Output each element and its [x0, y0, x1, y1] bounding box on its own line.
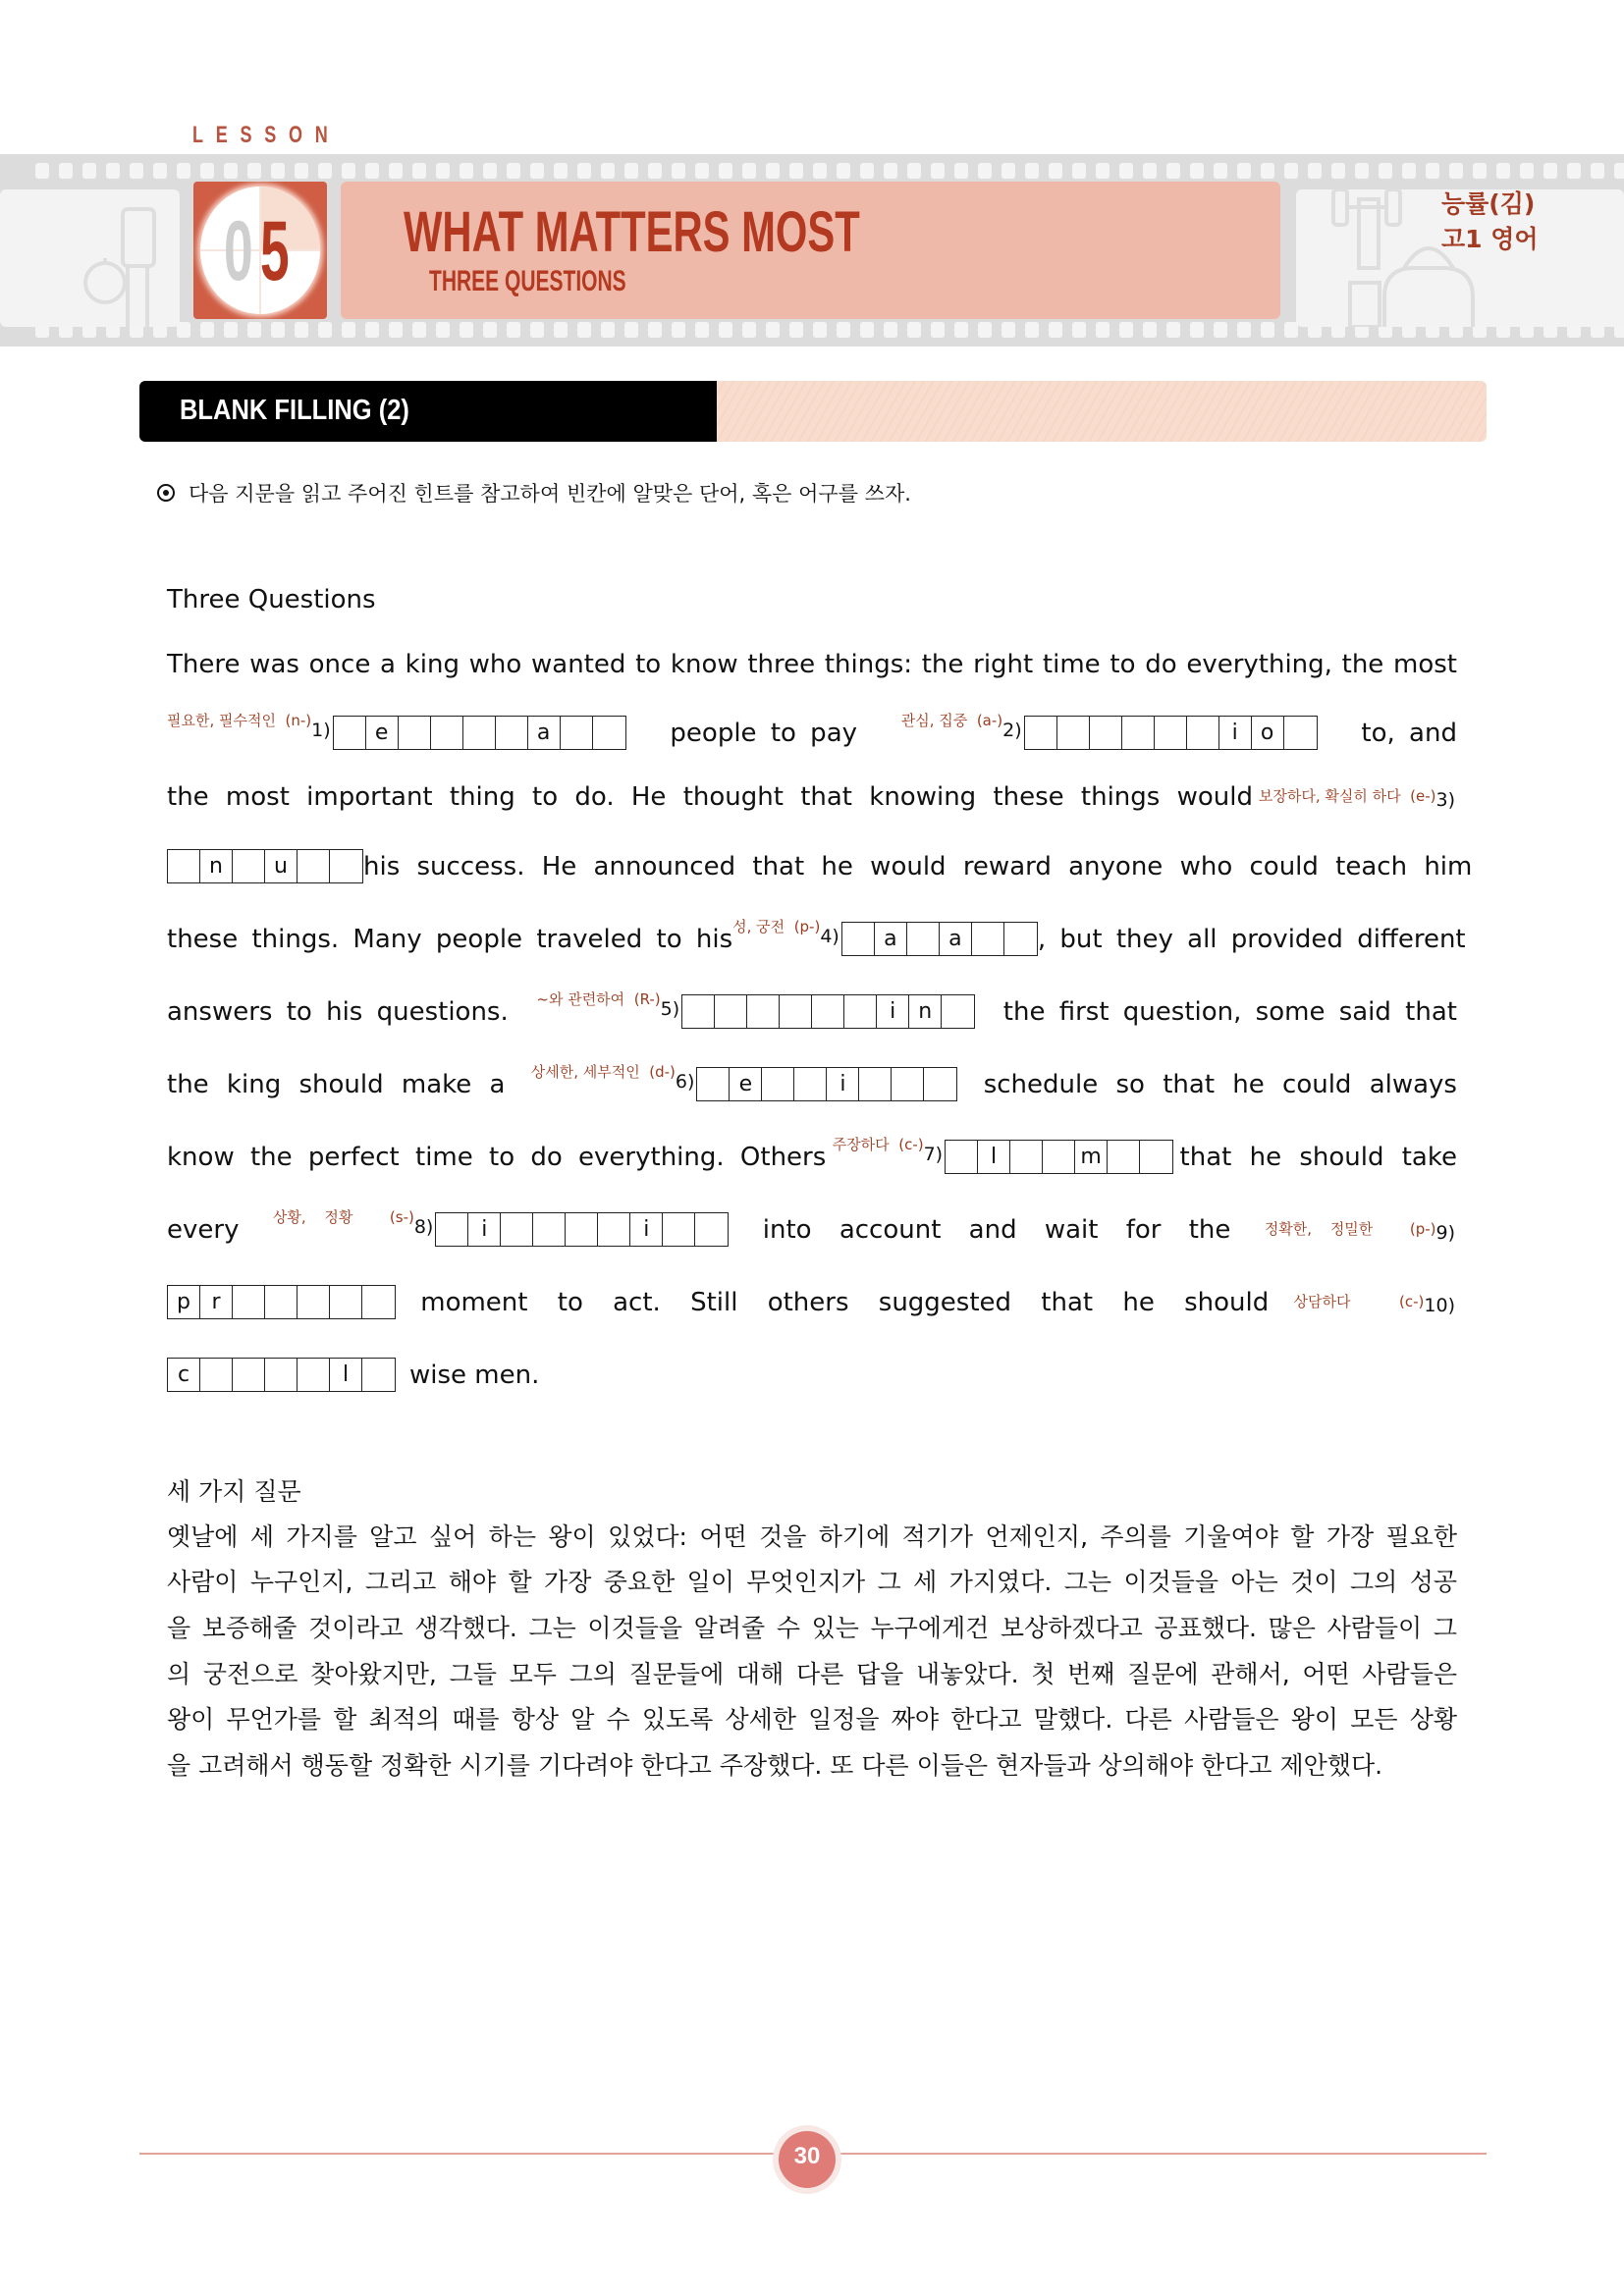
- film-perforation: [200, 163, 214, 179]
- translation-line: 왕이 무언가를 할 최적의 때를 항상 알 수 있도록 상세한 일정을 짜야 한다고 말했다. 다른 사람들은 왕이 모든 상황: [167, 1705, 1457, 1734]
- film-perforation: [554, 163, 568, 179]
- film-perforation: [884, 163, 897, 179]
- answer-box[interactable]: i: [630, 1213, 663, 1246]
- passage-title: Three Questions: [167, 585, 376, 614]
- film-perforation: [1190, 163, 1204, 179]
- film-perforation: [766, 163, 780, 179]
- answer-box[interactable]: [463, 717, 496, 749]
- film-perforation: [271, 322, 285, 338]
- answer-box[interactable]: [1187, 717, 1219, 749]
- answer-box[interactable]: n: [200, 850, 233, 882]
- answer-box[interactable]: e: [730, 1068, 762, 1100]
- blank-number: 7): [923, 1144, 944, 1165]
- film-perforation: [624, 163, 638, 179]
- film-perforation: [507, 163, 520, 179]
- film-perforation: [907, 322, 921, 338]
- blank-8: [272, 1208, 730, 1243]
- film-perforation: [1119, 163, 1133, 179]
- answer-box[interactable]: [794, 1068, 827, 1100]
- hint-8: 상황, 정황 (s-): [272, 1208, 414, 1226]
- film-perforation: [1143, 163, 1157, 179]
- passage-text: the first question, some said that: [1002, 997, 1457, 1027]
- answer-box[interactable]: l: [330, 1359, 362, 1391]
- answer-box[interactable]: [496, 717, 528, 749]
- hint-2: 관심, 집중 (a-): [900, 712, 1003, 729]
- answer-box[interactable]: [334, 717, 366, 749]
- blank-2: [900, 712, 1318, 746]
- answer-boxes-2[interactable]: [1024, 716, 1318, 750]
- instruction-text: 다음 지문을 읽고 주어진 힌트를 참고하여 빈칸에 알맞은 단어, 혹은 어구를 쓰자.: [189, 482, 911, 506]
- answer-box[interactable]: a: [528, 717, 561, 749]
- translation-line: 사람이 누구인지, 그리고 해야 할 가장 중요한 일이 무엇인지가 그 세 가지였다. 그는 이것들을 아는 것이 그의 성공: [167, 1568, 1457, 1596]
- film-perforation: [35, 163, 49, 179]
- translation-line: 옛날에 세 가지를 알고 싶어 하는 왕이 있었다: 어떤 것을 하기에 적기가 언제인지, 주의를 기울여야 할 가장 필요한: [167, 1522, 1457, 1551]
- answer-boxes-5[interactable]: [681, 994, 975, 1029]
- film-perforation: [1331, 163, 1345, 179]
- answer-box[interactable]: [501, 1213, 533, 1246]
- passage-text: these things. Many people traveled to his: [167, 925, 733, 954]
- answer-box[interactable]: [362, 1286, 395, 1318]
- blank-10-hint: [1293, 1293, 1457, 1316]
- passage-text: know the perfect time to do everything. Others: [167, 1143, 827, 1172]
- passage-text: that he should take: [1179, 1143, 1457, 1172]
- film-perforation: [813, 163, 827, 179]
- film-perforation: [271, 163, 285, 179]
- film-perforation: [483, 163, 497, 179]
- film-perforation: [1449, 163, 1463, 179]
- film-perforation: [365, 322, 379, 338]
- blank-9-hint: [1264, 1220, 1457, 1244]
- film-perforation: [954, 163, 968, 179]
- answer-box[interactable]: [1140, 1141, 1172, 1173]
- answer-box[interactable]: [233, 1359, 265, 1391]
- answer-box[interactable]: [598, 1213, 630, 1246]
- answer-box[interactable]: [431, 717, 463, 749]
- blank-4: [732, 918, 1038, 952]
- answer-box[interactable]: [682, 995, 715, 1028]
- passage-line-5: [167, 913, 1466, 954]
- film-perforation: [224, 322, 238, 338]
- answer-box[interactable]: [1090, 717, 1122, 749]
- answer-boxes-6[interactable]: [696, 1067, 957, 1101]
- film-perforation: [1284, 163, 1298, 179]
- film-perforation: [200, 322, 214, 338]
- answer-box[interactable]: u: [265, 850, 298, 882]
- film-perforation: [742, 163, 756, 179]
- film-perforation: [295, 322, 308, 338]
- answer-box[interactable]: [593, 717, 625, 749]
- answer-box[interactable]: p: [168, 1286, 200, 1318]
- hint-7: 주장하다 (c-): [832, 1136, 924, 1153]
- film-perforation: [412, 322, 426, 338]
- hint-4: 성, 궁전 (p-): [732, 918, 821, 935]
- film-perforation: [247, 322, 261, 338]
- film-perforation: [978, 163, 992, 179]
- answer-box[interactable]: [697, 1068, 730, 1100]
- lesson-number-tens: 0: [224, 204, 253, 298]
- film-perforation: [907, 163, 921, 179]
- lesson-number-ones: 5: [260, 204, 290, 298]
- answer-box[interactable]: [362, 1359, 395, 1391]
- film-perforation: [1166, 163, 1180, 179]
- passage-line-1: [167, 638, 1457, 677]
- film-perforation: [247, 163, 261, 179]
- film-perforation: [577, 163, 591, 179]
- film-perforation: [82, 163, 96, 179]
- hint-5: ~와 관련하여 (R-): [536, 990, 661, 1008]
- film-perforation: [554, 322, 568, 338]
- hint-1: 필요한, 필수적인 (n-): [167, 712, 312, 729]
- answer-box[interactable]: [566, 1213, 598, 1246]
- film-perforation: [577, 322, 591, 338]
- film-perforation: [177, 163, 190, 179]
- section-title: BLANK FILLING (2): [180, 395, 409, 426]
- passage-line-11: [167, 1349, 1457, 1388]
- passage-text: schedule so that he could always: [983, 1070, 1457, 1099]
- film-perforation: [1214, 163, 1227, 179]
- blank-number: 6): [675, 1071, 695, 1093]
- publisher-name: 능률(김): [1441, 189, 1536, 218]
- film-perforation: [1025, 163, 1039, 179]
- film-perforation: [436, 322, 450, 338]
- film-perforation: [1261, 163, 1274, 179]
- film-perforation: [412, 163, 426, 179]
- passage-text: wise men.: [409, 1361, 540, 1390]
- blank-number: 5): [660, 998, 680, 1020]
- answer-box[interactable]: [842, 923, 875, 955]
- answer-box[interactable]: [533, 1213, 566, 1246]
- blank-number: 4): [820, 926, 839, 947]
- film-perforation: [460, 322, 473, 338]
- answer-box[interactable]: [1004, 923, 1037, 955]
- answer-box[interactable]: [844, 995, 877, 1028]
- passage-line-9: [167, 1203, 1457, 1243]
- blank-5: [536, 990, 975, 1025]
- film-perforation: [1049, 322, 1062, 338]
- answer-box[interactable]: [695, 1213, 728, 1246]
- film-perforation: [624, 322, 638, 338]
- passage-text: every: [167, 1215, 240, 1245]
- film-perforation: [1402, 163, 1416, 179]
- blank-number: 9): [1435, 1222, 1455, 1244]
- publisher-label: [1441, 187, 1539, 257]
- film-perforation: [837, 163, 850, 179]
- answer-box[interactable]: [1108, 1141, 1140, 1173]
- passage-text: to, and: [1361, 719, 1457, 748]
- answer-box[interactable]: [436, 1213, 468, 1246]
- section-header-decoration: [717, 381, 1487, 442]
- translation-title: 세 가지 질문: [167, 1477, 301, 1506]
- film-perforation: [1072, 322, 1086, 338]
- film-perforation: [342, 163, 355, 179]
- blank-1: [167, 712, 626, 746]
- passage-line-2: [167, 707, 1457, 746]
- answer-box[interactable]: i: [468, 1213, 501, 1246]
- answer-box[interactable]: [168, 850, 200, 882]
- blank-number: 3): [1435, 789, 1455, 811]
- film-perforation: [106, 163, 120, 179]
- answer-box[interactable]: c: [168, 1359, 200, 1391]
- film-perforation: [318, 163, 332, 179]
- answer-boxes-4[interactable]: [841, 922, 1038, 956]
- answer-box[interactable]: i: [827, 1068, 859, 1100]
- answer-box[interactable]: [924, 1068, 956, 1100]
- film-perforation: [389, 163, 403, 179]
- film-perforation: [837, 322, 850, 338]
- answer-box[interactable]: [907, 923, 940, 955]
- blank-6: [530, 1063, 958, 1097]
- film-perforation: [1096, 163, 1110, 179]
- film-perforation: [1355, 163, 1369, 179]
- answer-box[interactable]: [859, 1068, 892, 1100]
- passage-text: people to pay: [670, 719, 858, 748]
- film-perforation: [1426, 163, 1439, 179]
- answer-box[interactable]: [1284, 717, 1317, 749]
- hint-10: 상담하다 (c-): [1293, 1293, 1425, 1310]
- film-perforation: [672, 163, 685, 179]
- film-perforation: [507, 322, 520, 338]
- translation-line: 의 궁전으로 찾아왔지만, 그들 모두 그의 질문들에 대해 다른 답을 내놓았다. 첫 번째 질문에 관해서, 어떤 사람들은: [167, 1660, 1457, 1688]
- film-perforation: [742, 322, 756, 338]
- answer-box[interactable]: [233, 850, 265, 882]
- film-perforation: [860, 322, 874, 338]
- passage-text: answers to his questions.: [167, 997, 509, 1027]
- page-number: 30: [793, 2143, 821, 2169]
- film-perforation: [1520, 163, 1534, 179]
- answer-box[interactable]: [780, 995, 812, 1028]
- answer-box[interactable]: [265, 1359, 298, 1391]
- answer-box[interactable]: i: [877, 995, 909, 1028]
- film-frame-left: [0, 189, 180, 327]
- answer-box[interactable]: [298, 1359, 330, 1391]
- answer-box[interactable]: [265, 1286, 298, 1318]
- instruction: [157, 478, 911, 507]
- answer-boxes-9[interactable]: [167, 1285, 396, 1319]
- answer-boxes-3[interactable]: [167, 849, 363, 883]
- answer-box[interactable]: [1010, 1141, 1043, 1173]
- answer-box[interactable]: [1025, 717, 1057, 749]
- passage-line-8: [167, 1131, 1457, 1170]
- answer-boxes-8[interactable]: [435, 1212, 729, 1247]
- film-perforation: [813, 322, 827, 338]
- film-perforation: [1096, 322, 1110, 338]
- film-perforation: [789, 163, 803, 179]
- film-perforation: [695, 163, 709, 179]
- stopwatch-phone-icon: [0, 189, 180, 327]
- film-perforation: [1614, 163, 1624, 179]
- translation-line: 을 고려해서 행동할 정확한 시기를 기다려야 한다고 주장했다. 또 다른 이들은 현자들과 상의해야 한다고 제안했다.: [167, 1751, 1383, 1780]
- answer-boxes-1[interactable]: [333, 716, 626, 750]
- film-perforation: [530, 322, 544, 338]
- film-perforation: [719, 322, 732, 338]
- film-perforation: [1567, 163, 1581, 179]
- passage-line-4: [167, 840, 1473, 881]
- passage-text: moment to act. Still others suggested that he should: [420, 1288, 1270, 1317]
- passage-text: the king should make a: [167, 1070, 506, 1099]
- film-perforation: [460, 163, 473, 179]
- answer-box[interactable]: [399, 717, 431, 749]
- answer-box[interactable]: [663, 1213, 695, 1246]
- blank-7: [832, 1136, 1173, 1170]
- blank-number: 8): [413, 1216, 434, 1238]
- answer-box[interactable]: [233, 1286, 265, 1318]
- answer-box[interactable]: [1122, 717, 1155, 749]
- passage-text: There was once a king who wanted to know three things: the right time to do everything, the most: [167, 650, 1457, 679]
- film-perforation: [342, 322, 355, 338]
- film-perforation: [860, 163, 874, 179]
- answer-box[interactable]: r: [200, 1286, 233, 1318]
- answer-box[interactable]: a: [875, 923, 907, 955]
- film-perforation: [884, 322, 897, 338]
- film-perforation: [436, 163, 450, 179]
- film-perforations-top: [0, 163, 1624, 179]
- answer-box[interactable]: [762, 1068, 794, 1100]
- answer-box[interactable]: [561, 717, 593, 749]
- hint-6: 상세한, 세부적인 (d-): [530, 1063, 676, 1081]
- translation-line: 을 보증해줄 것이라고 생각했다. 그는 이것들을 알려줄 수 있는 누구에게건 보상하겠다고 공표했다. 많은 사람들이 그: [167, 1614, 1457, 1642]
- film-perforation: [295, 163, 308, 179]
- hint-9: 정확한, 정밀한 (p-): [1264, 1220, 1436, 1238]
- film-perforation: [766, 322, 780, 338]
- film-perforation: [954, 322, 968, 338]
- lesson-title: WHAT MATTERS MOST: [404, 200, 860, 264]
- film-perforation: [931, 322, 945, 338]
- answer-box[interactable]: [1057, 717, 1090, 749]
- film-perforation: [1237, 322, 1251, 338]
- film-perforation: [1591, 163, 1604, 179]
- film-perforation: [318, 322, 332, 338]
- film-perforation: [601, 322, 615, 338]
- lesson-subtitle: THREE QUESTIONS: [429, 265, 626, 297]
- film-perforation: [1190, 322, 1204, 338]
- answer-box[interactable]: [1043, 1141, 1075, 1173]
- film-perforation: [695, 322, 709, 338]
- film-perforation: [130, 163, 143, 179]
- answer-box[interactable]: [330, 1286, 362, 1318]
- film-perforation: [789, 322, 803, 338]
- answer-box[interactable]: e: [366, 717, 399, 749]
- film-perforation: [1143, 322, 1157, 338]
- film-perforation: [1166, 322, 1180, 338]
- film-perforation: [1496, 163, 1510, 179]
- film-perforation: [1072, 163, 1086, 179]
- film-perforation: [389, 322, 403, 338]
- answer-boxes-10[interactable]: [167, 1358, 396, 1392]
- film-perforation: [224, 163, 238, 179]
- answer-box[interactable]: a: [940, 923, 972, 955]
- answer-box[interactable]: [892, 1068, 924, 1100]
- answer-box[interactable]: [330, 850, 362, 882]
- film-perforation: [1308, 163, 1322, 179]
- passage-line-10: [167, 1276, 1457, 1315]
- answer-box[interactable]: [715, 995, 747, 1028]
- film-perforation: [365, 163, 379, 179]
- answer-box[interactable]: [747, 995, 780, 1028]
- passage-text: his success. He announced that he would reward anyone who could teach him: [363, 852, 1473, 881]
- answer-box[interactable]: o: [1252, 717, 1284, 749]
- answer-box[interactable]: [946, 1141, 978, 1173]
- answer-box[interactable]: [812, 995, 844, 1028]
- film-perforation: [601, 163, 615, 179]
- film-perforation: [672, 322, 685, 338]
- film-perforation: [1025, 322, 1039, 338]
- passage-line-7: [167, 1058, 1457, 1097]
- film-perforation: [931, 163, 945, 179]
- film-perforation: [1119, 322, 1133, 338]
- blank-number: 10): [1424, 1295, 1455, 1316]
- blank-number: 2): [1002, 720, 1022, 741]
- lesson-label: LESSON: [192, 122, 341, 148]
- film-perforation: [1214, 322, 1227, 338]
- answer-box[interactable]: [1155, 717, 1187, 749]
- passage-text: the most important thing to do. He thought that knowing these things would: [167, 782, 1253, 812]
- film-perforation: [1543, 163, 1557, 179]
- answer-box[interactable]: i: [1219, 717, 1252, 749]
- blank-3-hint: [1258, 787, 1457, 811]
- passage-line-6: [167, 986, 1457, 1025]
- film-perforation: [1379, 163, 1392, 179]
- film-perforation: [483, 322, 497, 338]
- answer-box[interactable]: l: [978, 1141, 1010, 1173]
- film-perforation: [1001, 163, 1015, 179]
- target-bullet-icon: [157, 484, 175, 502]
- film-perforation: [648, 322, 662, 338]
- answer-box[interactable]: [298, 1286, 330, 1318]
- blank-number: 1): [311, 720, 331, 741]
- passage-text: , but they all provided different: [1037, 925, 1466, 954]
- film-perforation: [1001, 322, 1015, 338]
- film-perforation: [1473, 163, 1487, 179]
- film-perforation: [59, 163, 73, 179]
- answer-box[interactable]: [298, 850, 330, 882]
- answer-box[interactable]: n: [909, 995, 942, 1028]
- answer-box[interactable]: [972, 923, 1004, 955]
- film-perforation: [648, 163, 662, 179]
- film-perforation: [153, 163, 167, 179]
- film-perforation: [978, 322, 992, 338]
- passage-line-3: [167, 771, 1457, 810]
- passage-text: into account and wait for the: [762, 1215, 1231, 1245]
- answer-box[interactable]: [942, 995, 974, 1028]
- film-perforation: [530, 163, 544, 179]
- film-perforation: [1237, 163, 1251, 179]
- film-perforation: [719, 163, 732, 179]
- answer-box[interactable]: m: [1075, 1141, 1108, 1173]
- film-perforation: [1261, 322, 1274, 338]
- grade-subject: 고1 영어: [1441, 225, 1539, 253]
- film-perforation: [1049, 163, 1062, 179]
- answer-box[interactable]: [200, 1359, 233, 1391]
- hint-3: 보장하다, 확실히 하다 (e-): [1258, 787, 1436, 805]
- answer-boxes-7[interactable]: [945, 1140, 1173, 1174]
